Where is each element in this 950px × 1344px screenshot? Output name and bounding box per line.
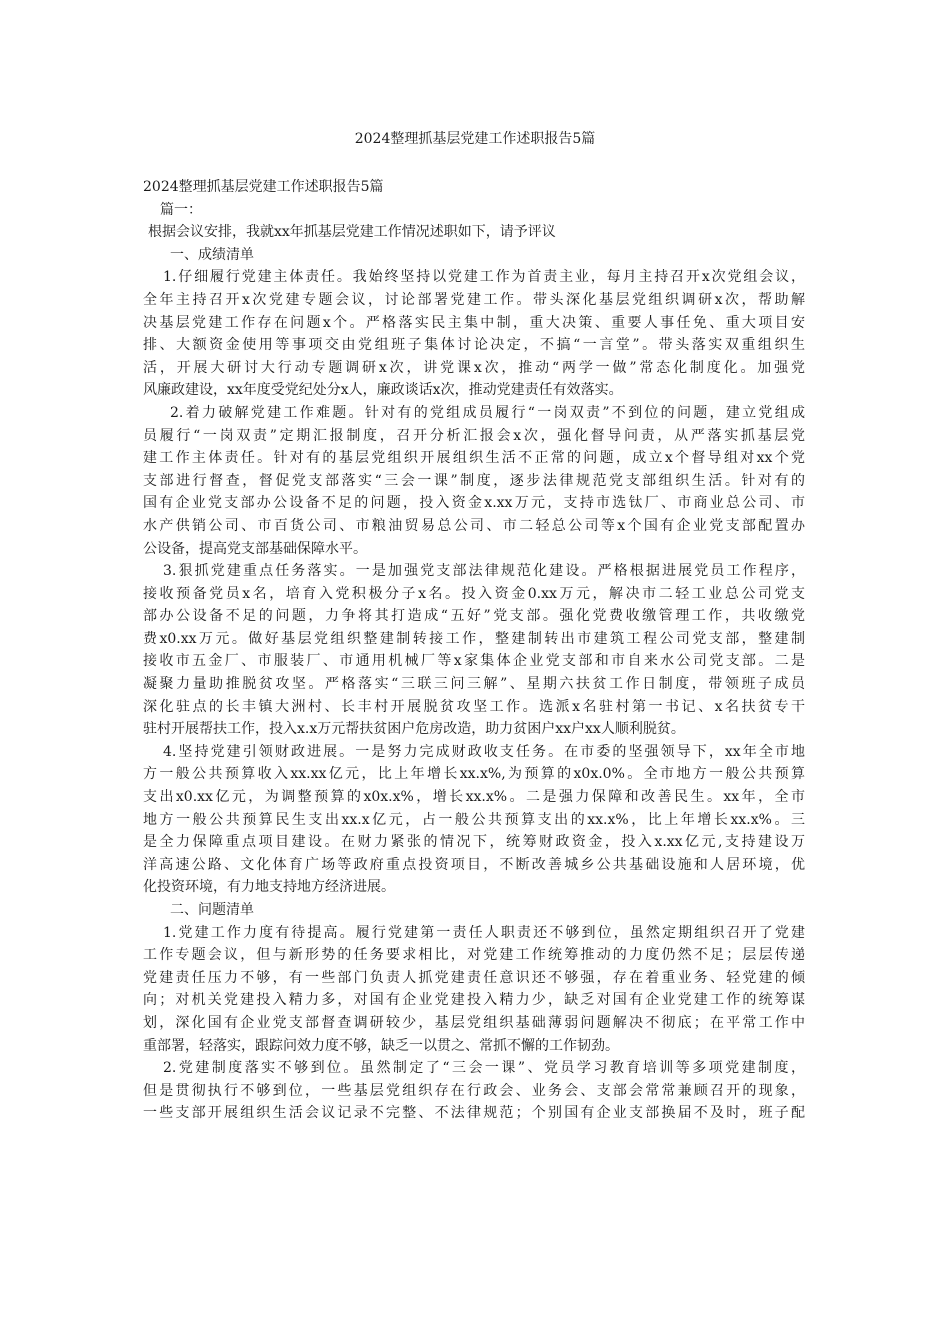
text-line: 化投资环境，有力地支持地方经济进展。 bbox=[143, 879, 395, 896]
text-line: 工作专题会议，但与新形势的任务要求相比，对党建工作统筹推动的力度仍然不足；层层传递 bbox=[143, 947, 805, 964]
text-line: 凝聚力量助推脱贫攻坚。严格落实“三联三问三解”、星期六扶贫工作日制度，带领班子成员 bbox=[143, 676, 805, 693]
text-line: 驻村开展帮扶工作，投入x.x万元帮扶贫困户危房改造，助力贫困户xx户xx人顺利脱贫。 bbox=[143, 721, 685, 738]
text-line: 二、问题清单 bbox=[170, 902, 254, 918]
text-line: 2.党建制度落实不够到位。虽然制定了“三会一课”、党员学习教育培训等多项党建制度， bbox=[163, 1060, 805, 1077]
text-line: 方一般公共预算收入xx.xx亿元，比上年增长xx.x%,为预算的x0x.0%。全市地方一般公共预算 bbox=[143, 766, 805, 783]
text-line: 根据会议安排，我就xx年抓基层党建工作情况述职如下，请予评议 bbox=[148, 224, 556, 241]
text-line: 水产供销公司、市百货公司、市粮油贸易总公司、市二轻总公司等x个国有企业党支部配置办 bbox=[143, 517, 805, 534]
document-body bbox=[143, 176, 805, 1125]
text-line: 划，深化国有企业党支部督查调研较少，基层党组织基础薄弱问题解决不彻底；在平常工作中 bbox=[143, 1014, 805, 1031]
text-line: 地方一般公共预算民生支出xx.x亿元，占一般公共预算支出的xx.x%，比上年增长xx.x%。三 bbox=[143, 811, 805, 828]
text-line: 一些支部开展组织生活会议记录不完整、不法律规范；个别国有企业支部换届不及时，班子配 bbox=[143, 1105, 805, 1122]
text-line: 3.狠抓党建重点任务落实。一是加强党支部法律规范化建设。严格根据进展党员工作程序， bbox=[163, 563, 805, 580]
text-line: 排、大额资金使用等事项交由党组班子集体讨论决定，不搞“一言堂”。带头落实双重组织生 bbox=[143, 337, 805, 354]
text-line: 国有企业党支部办公设备不足的问题，投入资金x.xx万元，支持市选钛厂、市商业总公司、市 bbox=[143, 495, 805, 512]
document-title: 2024整理抓基层党建工作述职报告5篇 bbox=[354, 131, 596, 147]
text-line: 一、成绩清单 bbox=[170, 246, 254, 263]
text-line: 部办公设备不足的问题，力争将其打造成“五好”党支部。强化党费收缴管理工作，共收缴党 bbox=[143, 608, 805, 625]
text-line: 向；对机关党建投入精力多，对国有企业党建投入精力少，缺乏对国有企业党建工作的统筹谋 bbox=[143, 992, 805, 1009]
text-line: 决基层党建工作存在问题x个。严格落实民主集中制，重大决策、重要人事任免、重大项目安 bbox=[143, 314, 805, 331]
text-line: 2.着力破解党建工作难题。针对有的党组成员履行“一岗双责”不到位的问题，建立党组成 bbox=[170, 404, 805, 421]
text-line: 1.仔细履行党建主体责任。我始终坚持以党建工作为首责主业，每月主持召开x次党组会议， bbox=[163, 269, 805, 286]
text-line: 全年主持召开x次党建专题会议，讨论部署党建工作。带头深化基层党组织调研x次，帮助解 bbox=[143, 291, 805, 308]
text-line: 风廉政建设，xx年度受党纪处分x人，廉政谈话x次，推动党建责任有效落实。 bbox=[143, 382, 623, 399]
text-line: 洋高速公路、文化体育广场等政府重点投资项目，不断改善城乡公共基础设施和人居环境，优 bbox=[143, 856, 805, 873]
text-line: 4.坚持党建引领财政进展。一是努力完成财政收支任务。在市委的坚强领导下，xx年全市地 bbox=[163, 743, 805, 760]
text-line: 支出x0.xx亿元，为调整预算的x0x.x%，增长xx.x%。二是强力保障和改善民生。xx年，全市 bbox=[143, 789, 805, 806]
text-line: 重部署，轻落实，跟踪问效力度不够，缺乏一以贯之、常抓不懈的工作韧劲。 bbox=[143, 1037, 619, 1054]
text-line: 支部进行督查，督促党支部落实“三会一课”制度，逐步法律规范党支部组织生活。针对有的 bbox=[143, 472, 805, 489]
text-line: 活，开展大研讨大行动专题调研x次，讲党课x次，推动“两学一做”常态化制度化。加强党 bbox=[143, 359, 805, 376]
text-line: 建工作主体责任。针对有的基层党组织开展组织生活不正常的问题，成立x个督导组对xx个党 bbox=[143, 450, 805, 467]
text-line: 2024整理抓基层党建工作述职报告5篇 bbox=[143, 179, 384, 195]
text-line: 公设备，提高党支部基础保障水平。 bbox=[143, 540, 367, 557]
text-line: 但是贯彻执行不够到位，一些基层党组织存在行政会、业务会、支部会常常兼顾召开的现象， bbox=[143, 1082, 805, 1099]
text-line: 接收市五金厂、市服装厂、市通用机械厂等x家集体企业党支部和市自来水公司党支部。二是 bbox=[143, 653, 805, 670]
text-line: 篇一： bbox=[160, 201, 202, 218]
text-line: 党建责任压力不够，有一些部门负责人抓党建责任意识还不够强，存在着重业务、轻党建的倾 bbox=[143, 969, 805, 986]
text-line: 费x0.xx万元。做好基层党组织整建制转接工作，整建制转出市建筑工程公司党支部，整建制 bbox=[143, 630, 805, 647]
text-line: 接收预备党员x名，培育入党积极分子x名。投入资金0.xx万元，解决市二轻工业总公司党支 bbox=[143, 585, 805, 602]
text-line: 员履行“一岗双责”定期汇报制度，召开分析汇报会x次，强化督导问责，从严落实抓基层党 bbox=[143, 427, 805, 444]
text-line: 深化驻点的长丰镇大洲村、长丰村开展脱贫攻坚工作。选派x名驻村第一书记、x名扶贫专干 bbox=[143, 698, 805, 715]
text-line: 是全力保障重点项目建设。在财力紧张的情况下，统筹财政资金，投入x.xx亿元,支持建设万 bbox=[143, 834, 805, 851]
text-line: 1.党建工作力度有待提高。履行党建第一责任人职责还不够到位，虽然定期组织召开了党建 bbox=[163, 924, 805, 941]
